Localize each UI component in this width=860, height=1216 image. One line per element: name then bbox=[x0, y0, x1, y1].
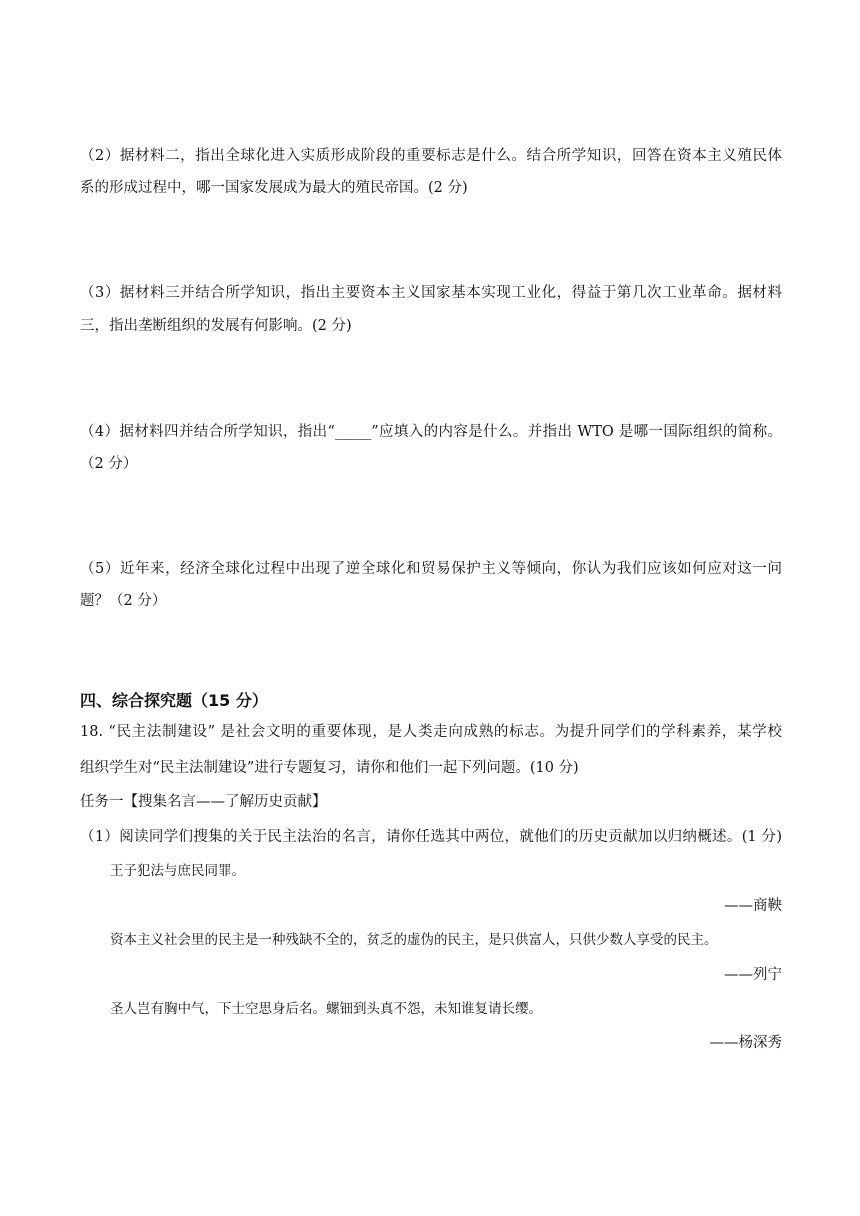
q5-line1: （5）近年来，经济全球化过程中出现了逆全球化和贸易保护主义等倾向，你认为我们应该如何应对这一问 bbox=[80, 561, 782, 577]
task1-question: （1）阅读同学们搜集的关于民主法治的名言，请你任选其中两位，就他们的历史贡献加以归纳概述。(1 分) bbox=[80, 829, 782, 845]
q2-line2: 系的形成过程中，哪一国家发展成为最大的殖民帝国。(2 分) bbox=[80, 180, 468, 196]
q4-line1: （4）据材料四并结合所学知识，指出“_____”应填入的内容是什么。并指出 WTO 是哪一国际组织的简称。 bbox=[80, 424, 782, 440]
quote-text: 资本主义社会里的民主是一种残缺不全的，贫乏的虚伪的民主，是只供富人，只供少数人享受的民主。 bbox=[110, 932, 718, 948]
q2-line1: （2）据材料二，指出全球化进入实质形成阶段的重要标志是什么。结合所学知识，回答在资本主义殖民体 bbox=[80, 148, 782, 164]
quote-text: 圣人岂有胸中气，下士空思身后名。螺钿到头真不怨，未知谁复请长缨。 bbox=[110, 1001, 542, 1017]
q3-line2: 三，指出垄断组织的发展有何影响。(2 分) bbox=[80, 318, 352, 334]
q18-line1: 18. “民主法制建设” 是社会文明的重要体现，是人类走向成熟的标志。为提升同学们的学科素养，某学校 bbox=[80, 724, 782, 740]
quote-author: ——杨深秀 bbox=[709, 1035, 782, 1051]
quote-author: ——列宁 bbox=[724, 967, 782, 983]
quote-author: ——商鞅 bbox=[724, 898, 782, 914]
task1-title: 任务一【搜集名言——了解历史贡献】 bbox=[80, 794, 327, 810]
q5-line2: 题？（2 分） bbox=[80, 593, 167, 609]
q4-line2: （2 分） bbox=[80, 456, 138, 472]
section-heading: 四、综合探究题（15 分） bbox=[80, 691, 268, 710]
q18-line2: 组织学生对“民主法制建设”进行专题复习，请你和他们一起下列问题。(10 分) bbox=[80, 760, 579, 776]
quote-text: 王子犯法与庶民同罪。 bbox=[110, 863, 245, 879]
q3-line1: （3）据材料三并结合所学知识，指出主要资本主义国家基本实现工业化，得益于第几次工业革命。据材料 bbox=[80, 285, 782, 301]
